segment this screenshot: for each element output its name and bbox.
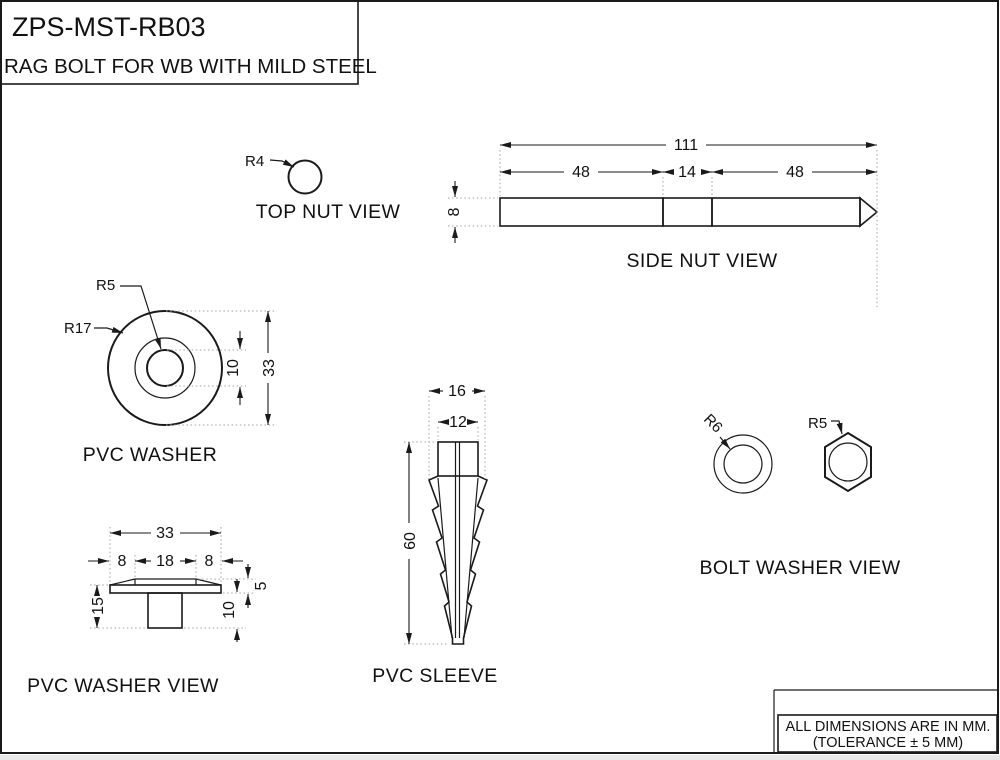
pvc-sleeve-label: PVC SLEEVE xyxy=(372,665,498,687)
bolt-washer-view-label: BOLT WASHER VIEW xyxy=(699,557,901,579)
dim-text-stem: 10 xyxy=(221,601,238,619)
view-bolt-washer xyxy=(699,411,900,579)
top-nut-circle xyxy=(289,161,322,194)
bolt-washer-inner-circle xyxy=(724,445,762,483)
sleeve-head xyxy=(438,442,478,476)
dim-text-sleeve-inner: 12 xyxy=(449,414,467,431)
dim-text-left: 48 xyxy=(572,164,590,181)
pvc-washer-label: PVC WASHER xyxy=(82,444,218,466)
dim-text-total: 111 xyxy=(673,137,699,154)
dim-text-18: 18 xyxy=(156,553,174,570)
dim-text-width: 33 xyxy=(156,525,174,542)
bolt-wood-thread xyxy=(712,198,860,226)
dim-text-mid: 14 xyxy=(678,164,696,181)
dim-text-hole: 10 xyxy=(225,359,242,377)
bolt-plain-shank xyxy=(663,198,712,226)
top-nut-radius-label: R4 xyxy=(245,153,265,170)
washer-outer-radius-label: R17 xyxy=(64,320,92,337)
pvc-washer-view-label: PVC WASHER VIEW xyxy=(27,675,219,697)
sleeve-inner-taper-lines xyxy=(438,478,478,638)
washer-hole-radius-label: R5 xyxy=(96,277,116,294)
note-block xyxy=(774,690,997,753)
nut-leader-line xyxy=(831,421,842,434)
washer-hole-circle xyxy=(147,350,183,386)
dim-text-right8: 8 xyxy=(204,553,214,570)
dim-text-flange: 5 xyxy=(253,581,270,591)
view-pvc-washer xyxy=(64,277,278,466)
view-pvc-washer-section xyxy=(27,525,270,697)
nut-hexagon xyxy=(825,433,871,491)
note-line1: ALL DIMENSIONS ARE IN MM. xyxy=(785,719,991,735)
washer-outer-leader-line xyxy=(94,328,123,333)
title-block xyxy=(1,1,377,84)
bolt-washer-outer-circle xyxy=(714,435,772,493)
bolt-washer-radius-label: R6 xyxy=(700,410,726,437)
dim-text-height: 15 xyxy=(90,597,107,615)
washer-middle-circle xyxy=(135,338,195,398)
bolt-machine-thread xyxy=(500,198,663,226)
view-top-nut xyxy=(245,153,400,223)
view-pvc-sleeve xyxy=(372,383,497,687)
dim-text-sleeve-outer: 16 xyxy=(448,383,466,400)
nut-inner-circle xyxy=(829,443,867,481)
dim-text-dia: 8 xyxy=(446,207,463,217)
view-side-nut xyxy=(446,137,877,310)
dim-text-sleeve-length: 60 xyxy=(402,532,419,550)
nut-radius-label: R5 xyxy=(808,415,828,432)
dim-text-outer: 33 xyxy=(261,359,278,377)
bolt-tip xyxy=(860,198,877,226)
washer-flange xyxy=(110,585,221,593)
drawing-code: ZPS-MST-RB03 xyxy=(12,12,206,42)
washer-ridge xyxy=(110,579,221,585)
top-nut-leader-line xyxy=(270,160,294,167)
note-line2: (TOLERANCE ± 5 MM) xyxy=(812,735,964,751)
dim-text-right: 48 xyxy=(786,164,804,181)
dim-text-left8: 8 xyxy=(117,553,127,570)
washer-stem xyxy=(148,593,182,628)
top-nut-view-label: TOP NUT VIEW xyxy=(255,201,401,223)
sleeve-bore-lines xyxy=(456,442,460,638)
washer-outer-circle xyxy=(108,311,222,425)
side-nut-view-label: SIDE NUT VIEW xyxy=(626,250,778,272)
drawing-description: RAG BOLT FOR WB WITH MILD STEEL xyxy=(4,55,377,78)
sleeve-barbed-body xyxy=(429,476,487,644)
